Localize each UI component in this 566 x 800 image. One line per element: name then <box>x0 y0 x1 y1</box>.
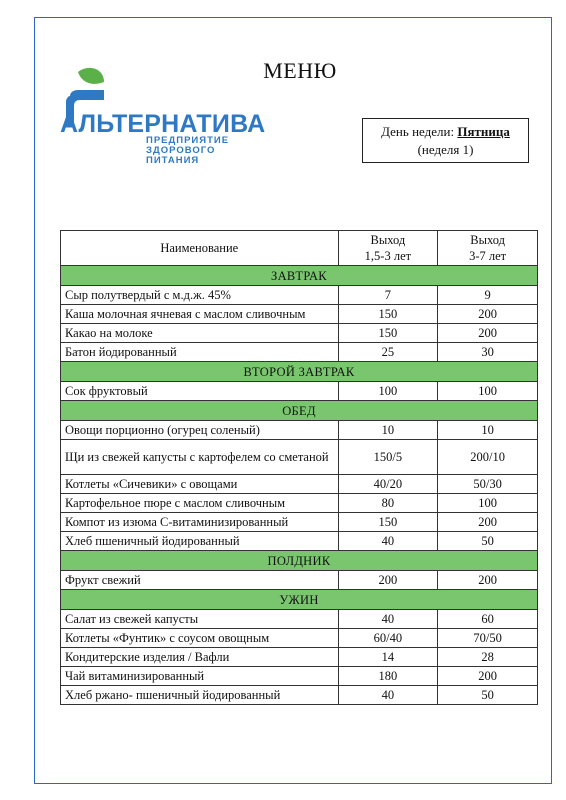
logo-sub-line: ЗДОРОВОГО <box>146 145 216 156</box>
company-logo <box>56 66 266 176</box>
yield-1-5-3: 150 <box>338 305 438 324</box>
logo-subtitle <box>146 136 229 166</box>
yield-3-7: 200 <box>438 324 538 343</box>
table-row <box>61 440 538 475</box>
yield-3-7: 100 <box>438 494 538 513</box>
section-title: ОБЕД <box>61 401 538 421</box>
dish-name: Овощи порционно (огурец соленый) <box>61 421 339 440</box>
dish-name: Щи из свежей капусты с картофелем со сметаной <box>61 440 339 475</box>
dish-name: Фрукт свежий <box>61 571 339 590</box>
table-row <box>61 610 538 629</box>
day-line <box>363 123 528 141</box>
page-title: МЕНЮ <box>263 58 337 83</box>
dish-name: Котлеты «Сичевики» с овощами <box>61 475 339 494</box>
yield-3-7: 10 <box>438 421 538 440</box>
section-header-row <box>61 266 538 286</box>
table-row <box>61 343 538 362</box>
table-row <box>61 494 538 513</box>
table-row <box>61 305 538 324</box>
yield-3-7: 28 <box>438 648 538 667</box>
yield-3-7: 60 <box>438 610 538 629</box>
table-row <box>61 382 538 401</box>
section-title: ВТОРОЙ ЗАВТРАК <box>61 362 538 382</box>
table-row <box>61 324 538 343</box>
menu-table <box>60 230 538 705</box>
logo-brand-name: АЛЬТЕРНАТИВА <box>60 110 266 138</box>
dish-name: Батон йодированный <box>61 343 339 362</box>
yield-1-5-3: 40 <box>338 532 438 551</box>
yield-1-5-3: 150 <box>338 513 438 532</box>
menu-body <box>61 266 538 705</box>
yield-3-7: 9 <box>438 286 538 305</box>
table-header-row <box>61 231 538 266</box>
table-row <box>61 421 538 440</box>
yield-3-7: 70/50 <box>438 629 538 648</box>
yield-3-7: 200 <box>438 305 538 324</box>
yield-3-7: 30 <box>438 343 538 362</box>
table-row <box>61 629 538 648</box>
yield-3-7: 50 <box>438 686 538 705</box>
logo-sub-line: ПИТАНИЯ <box>146 155 200 166</box>
yield-3-7: 50 <box>438 532 538 551</box>
section-title: УЖИН <box>61 590 538 610</box>
dish-name: Каша молочная ячневая с маслом сливочным <box>61 305 339 324</box>
dish-name: Салат из свежей капусты <box>61 610 339 629</box>
table-row <box>61 475 538 494</box>
yield-1-5-3: 60/40 <box>338 629 438 648</box>
header-yield-3-7 <box>438 231 538 266</box>
header-yield-age: 1,5-3 лет <box>364 249 412 263</box>
dish-name: Какао на молоке <box>61 324 339 343</box>
yield-3-7: 200 <box>438 571 538 590</box>
yield-1-5-3: 10 <box>338 421 438 440</box>
dish-name: Хлеб пшеничный йодированный <box>61 532 339 551</box>
yield-1-5-3: 40/20 <box>338 475 438 494</box>
yield-1-5-3: 40 <box>338 686 438 705</box>
week-number: (неделя 1) <box>417 142 474 157</box>
table-row <box>61 686 538 705</box>
day-of-week-box <box>362 118 529 163</box>
section-title: ПОЛДНИК <box>61 551 538 571</box>
day-label: День недели: <box>381 124 455 139</box>
dish-name: Сыр полутвердый с м.д.ж. 45% <box>61 286 339 305</box>
section-header-row <box>61 590 538 610</box>
section-header-row <box>61 362 538 382</box>
yield-1-5-3: 40 <box>338 610 438 629</box>
section-title: ЗАВТРАК <box>61 266 538 286</box>
yield-1-5-3: 150 <box>338 324 438 343</box>
yield-1-5-3: 180 <box>338 667 438 686</box>
dish-name: Чай витаминизированный <box>61 667 339 686</box>
yield-3-7: 100 <box>438 382 538 401</box>
logo-sub-line: ПРЕДПРИЯТИЕ <box>146 135 230 146</box>
table-row <box>61 286 538 305</box>
yield-3-7: 200/10 <box>438 440 538 475</box>
dish-name: Сок фруктовый <box>61 382 339 401</box>
header-name: Наименование <box>61 231 339 266</box>
header-yield-label: Выход <box>370 233 406 247</box>
dish-name: Компот из изюма С-витаминизированный <box>61 513 339 532</box>
yield-1-5-3: 14 <box>338 648 438 667</box>
header-yield-age: 3-7 лет <box>469 249 507 263</box>
table-row <box>61 532 538 551</box>
section-header-row <box>61 551 538 571</box>
yield-1-5-3: 7 <box>338 286 438 305</box>
yield-1-5-3: 200 <box>338 571 438 590</box>
table-row <box>61 667 538 686</box>
dish-name: Котлеты «Фунтик» с соусом овощным <box>61 629 339 648</box>
yield-1-5-3: 80 <box>338 494 438 513</box>
yield-1-5-3: 100 <box>338 382 438 401</box>
day-value: Пятница <box>457 124 510 139</box>
header-yield-label: Выход <box>470 233 505 247</box>
yield-3-7: 200 <box>438 667 538 686</box>
dish-name: Кондитерские изделия / Вафли <box>61 648 339 667</box>
yield-3-7: 200 <box>438 513 538 532</box>
section-header-row <box>61 401 538 421</box>
yield-3-7: 50/30 <box>438 475 538 494</box>
table-row <box>61 513 538 532</box>
yield-1-5-3: 150/5 <box>338 440 438 475</box>
table-row <box>61 648 538 667</box>
dish-name: Хлеб ржано- пшеничный йодированный <box>61 686 339 705</box>
dish-name: Картофельное пюре с маслом сливочным <box>61 494 339 513</box>
yield-1-5-3: 25 <box>338 343 438 362</box>
table-row <box>61 571 538 590</box>
header-yield-1-5-3 <box>338 231 438 266</box>
